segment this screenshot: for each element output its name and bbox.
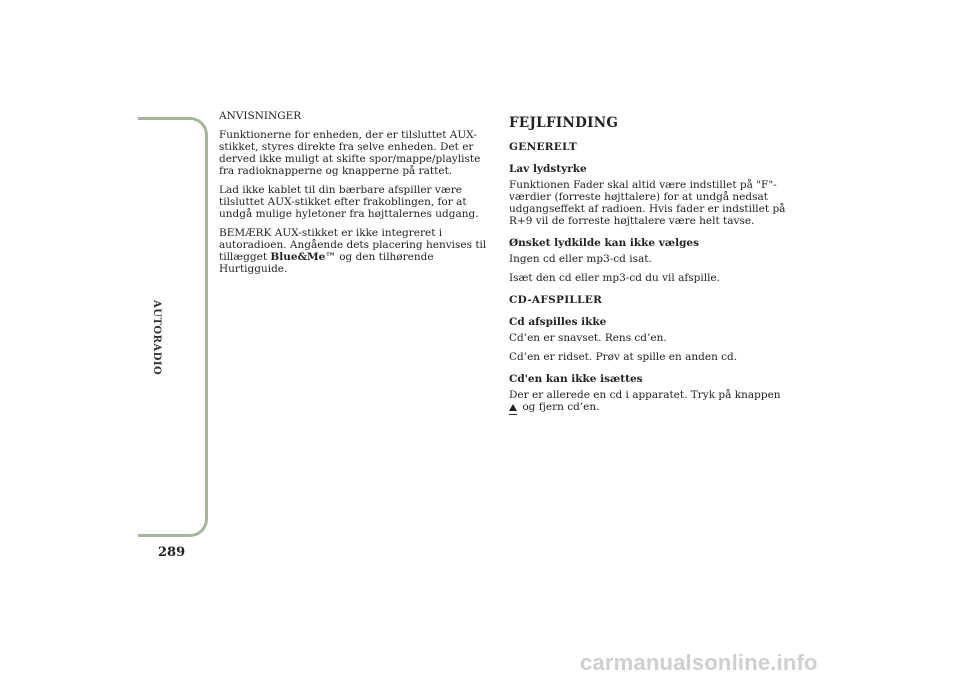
- cd-not-playing-text-2: Cd’en er ridset. Prøv at spille en anden cd.: [509, 351, 738, 363]
- low-volume-text: Funktionen Fader skal altid være indstillet på "F"-værdier (forreste højttalere) for at undgå nedsat udgangseffekt af radioen. Hvis fader er indstillet på R+9 vil de forreste højttalere være helt tavse.: [509, 179, 786, 227]
- eject-icon: [509, 401, 519, 415]
- cd-insert-paragraph: [509, 389, 789, 415]
- paragraph-aux-control: Funktionerne for enheden, der er tilsluttet AUX-stikket, styres direkte fra selve enheden. Det er derved ikke muligt at skifte spor/mappe/playliste fra radioknapperne og knapperne på rattet.: [219, 129, 481, 177]
- cd-not-playing-text-1: Cd’en er snavset. Rens cd’en.: [509, 332, 667, 344]
- cd-player-heading: CD-AFSPILLER: [509, 294, 603, 306]
- watermark: carmanualsonline.info: [580, 650, 818, 675]
- cd-insert-text-1: Der er allerede en cd i apparatet. Tryk på knappen: [509, 389, 781, 401]
- page-number: 289: [158, 545, 186, 560]
- cd-insert-text-2: og fjern cd’en.: [519, 401, 600, 413]
- general-heading: GENERELT: [509, 141, 578, 153]
- cd-not-playing-title: Cd afspilles ikke: [509, 316, 607, 328]
- instructions-heading: ANVISNINGER: [219, 110, 302, 122]
- note-paragraph: [219, 227, 491, 275]
- right-column: [509, 117, 789, 422]
- section-label: AUTORADIO: [151, 300, 162, 376]
- low-volume-title: Lav lydstyrke: [509, 163, 587, 175]
- left-column: [219, 110, 491, 282]
- paragraph-cable-warning: Lad ikke kablet til din bærbare afspiller være tilsluttet AUX-stikket efter frakoblingen, for at undgå mulige hyletoner fra højttalernes udgang.: [219, 184, 479, 220]
- note-bold-product: Blue&Me™: [270, 251, 336, 263]
- source-title: Ønsket lydkilde kan ikke vælges: [509, 237, 700, 249]
- source-text-1: Ingen cd eller mp3-cd isat.: [509, 253, 652, 265]
- cd-insert-title: Cd'en kan ikke isættes: [509, 373, 643, 385]
- source-text-2: Isæt den cd eller mp3-cd du vil afspille.: [509, 272, 720, 284]
- troubleshooting-title: FEJLFINDING: [509, 115, 619, 131]
- note-suffix: og den tilhørende Hurtigguide.: [219, 251, 434, 275]
- note-prefix: BEMÆRK AUX-stikket er ikke integreret i autoradioen. Angående dets placering henvises til tillægget: [219, 227, 487, 263]
